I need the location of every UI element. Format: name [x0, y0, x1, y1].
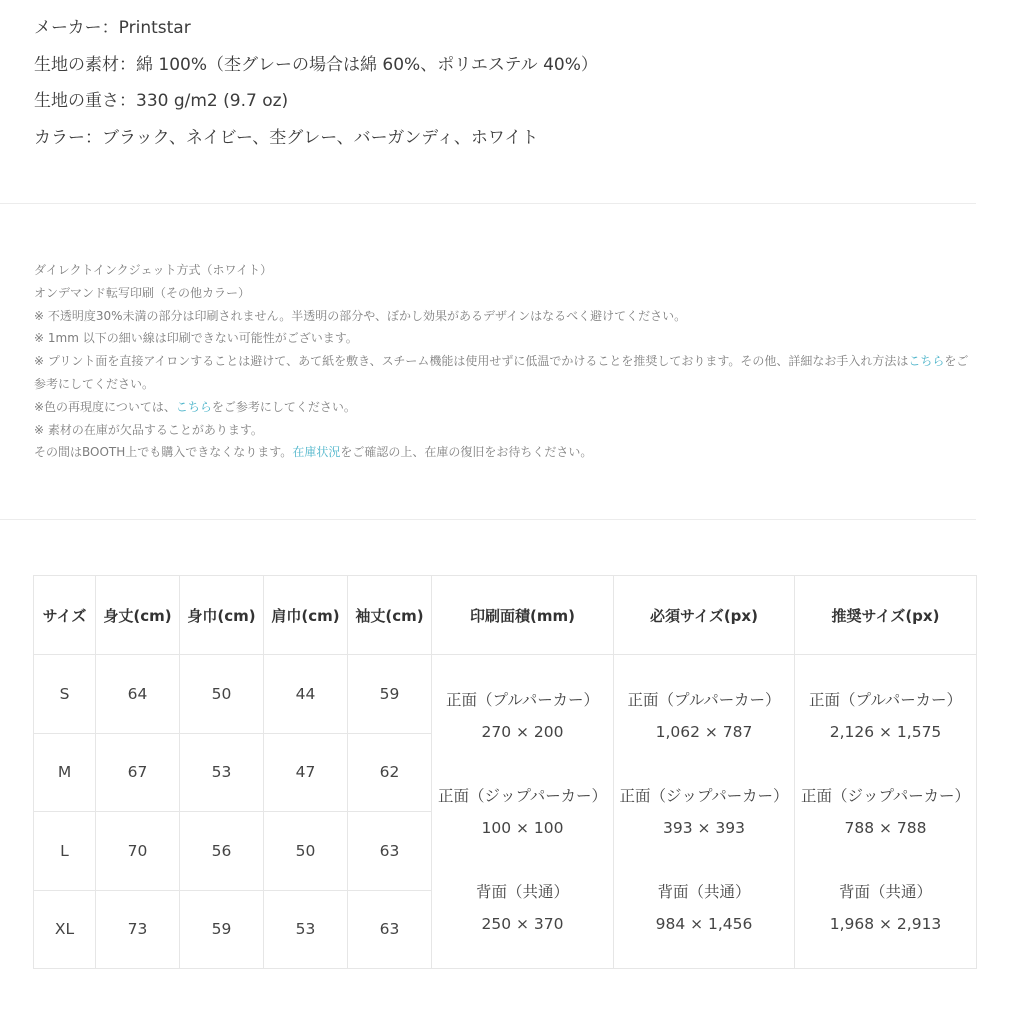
print-area-front-zip-label: 正面（ジップパーカー） [438, 786, 607, 805]
recommended-front-pullover-label: 正面（プルパーカー） [809, 690, 962, 709]
recommended-back-value: 1,968 × 2,913 [829, 914, 942, 933]
cell-body-width: 50 [180, 655, 264, 734]
cell-size: S [34, 655, 96, 734]
note-booth [34, 441, 976, 464]
cell-body-width: 53 [180, 733, 264, 812]
recommended-back-label: 背面（共通） [838, 882, 932, 901]
table-header-row [34, 576, 977, 655]
header-print-area: 印刷面積(mm) [432, 576, 614, 655]
spec-material: 生地の素材：綿 100%（杢グレーの場合は綿 60%、ポリエステル 40%） [34, 54, 598, 75]
recommended-front-zip-value: 788 × 788 [844, 818, 927, 837]
cell-sleeve-length: 63 [348, 890, 432, 969]
cell-size: XL [34, 890, 96, 969]
required-back-value: 984 × 1,456 [655, 914, 753, 933]
recommended-front-pullover-value: 2,126 × 1,575 [829, 722, 942, 741]
note-ironing-text: ※ プリント面を直接アイロンすることは避けて、あて紙を敷き、スチーム機能は使用せずに低温でかけることを推奨しております。その他、詳細なお手入れ方法は [34, 354, 909, 369]
color-reproduction-link[interactable]: こちら [175, 399, 212, 414]
required-back-label: 背面（共通） [657, 882, 751, 901]
spec-weight: 生地の重さ：330 g/m2 (9.7 oz) [34, 91, 289, 111]
spec-maker: メーカー：Printstar [34, 18, 191, 38]
note-opacity: ※ 不透明度30%未満の部分は印刷されません。半透明の部分や、ぼかし効果があるデザインはなるべく避けてください。 [34, 308, 687, 323]
header-body-width: 身巾(cm) [180, 576, 264, 655]
cell-size: M [34, 733, 96, 812]
cell-shoulder-width: 44 [264, 655, 348, 734]
print-area-back-label: 背面（共通） [475, 882, 569, 901]
note-print-method-white: ダイレクトインクジェット方式（ホワイト） [34, 263, 273, 277]
cell-shoulder-width: 47 [264, 733, 348, 812]
note-stock: ※ 素材の在庫が欠品することがあります。 [34, 422, 263, 437]
cell-sleeve-length: 62 [348, 733, 432, 812]
print-area-back-value: 250 × 370 [481, 914, 564, 933]
section-divider [0, 203, 976, 204]
note-thin-lines: ※ 1mm 以下の細い線は印刷できない可能性がございます。 [34, 331, 358, 346]
note-booth-suffix: をご確認の上、在庫の復旧をお待ちください。 [340, 445, 593, 460]
print-area-front-pullover-label: 正面（プルパーカー） [446, 690, 599, 709]
cell-required-size [614, 655, 795, 969]
cell-print-area [432, 655, 614, 969]
required-front-zip-label: 正面（ジップパーカー） [619, 786, 789, 805]
stock-status-link[interactable]: 在庫状況 [292, 445, 341, 460]
required-front-zip-value: 393 × 393 [662, 818, 745, 837]
note-booth-text: その間はBOOTH上でも購入できなくなります。 [34, 445, 293, 460]
cell-sleeve-length: 63 [348, 812, 432, 891]
section-divider [0, 519, 976, 520]
product-specs [34, 10, 598, 156]
note-color-text: ※色の再現度については、 [34, 399, 176, 414]
note-color-reproduction [34, 396, 976, 419]
cell-size: L [34, 812, 96, 891]
spec-colors: カラー：ブラック、ネイビー、杢グレー、バーガンディ、ホワイト [34, 127, 539, 148]
size-table [33, 575, 977, 969]
note-ironing-suffix: をご参考にしてください。 [34, 354, 969, 391]
note-print-method-other: オンデマンド転写印刷（その他カラー） [34, 285, 251, 300]
cell-recommended-size [795, 655, 977, 969]
header-sleeve-length: 袖丈(cm) [348, 576, 432, 655]
header-body-length: 身丈(cm) [96, 576, 180, 655]
header-required-size: 必須サイズ(px) [614, 576, 795, 655]
cell-shoulder-width: 50 [264, 812, 348, 891]
care-instructions-link[interactable]: こちら [908, 354, 945, 369]
header-size: サイズ [34, 576, 96, 655]
note-ironing [34, 350, 976, 396]
required-front-pullover-value: 1,062 × 787 [655, 722, 753, 741]
print-area-front-zip-value: 100 × 100 [481, 818, 564, 837]
header-recommended-size: 推奨サイズ(px) [795, 576, 977, 655]
cell-body-length: 70 [96, 812, 180, 891]
recommended-front-zip-label: 正面（ジップパーカー） [801, 786, 970, 805]
cell-body-width: 56 [180, 812, 264, 891]
required-front-pullover-label: 正面（プルパーカー） [627, 690, 781, 709]
print-area-front-pullover-value: 270 × 200 [481, 722, 564, 741]
cell-shoulder-width: 53 [264, 890, 348, 969]
cell-body-width: 59 [180, 890, 264, 969]
print-notes [34, 259, 976, 464]
note-color-suffix: をご参考にしてください。 [211, 399, 356, 414]
cell-body-length: 73 [96, 890, 180, 969]
header-shoulder-width: 肩巾(cm) [264, 576, 348, 655]
table-row [34, 655, 977, 734]
cell-body-length: 67 [96, 733, 180, 812]
cell-body-length: 64 [96, 655, 180, 734]
cell-sleeve-length: 59 [348, 655, 432, 734]
